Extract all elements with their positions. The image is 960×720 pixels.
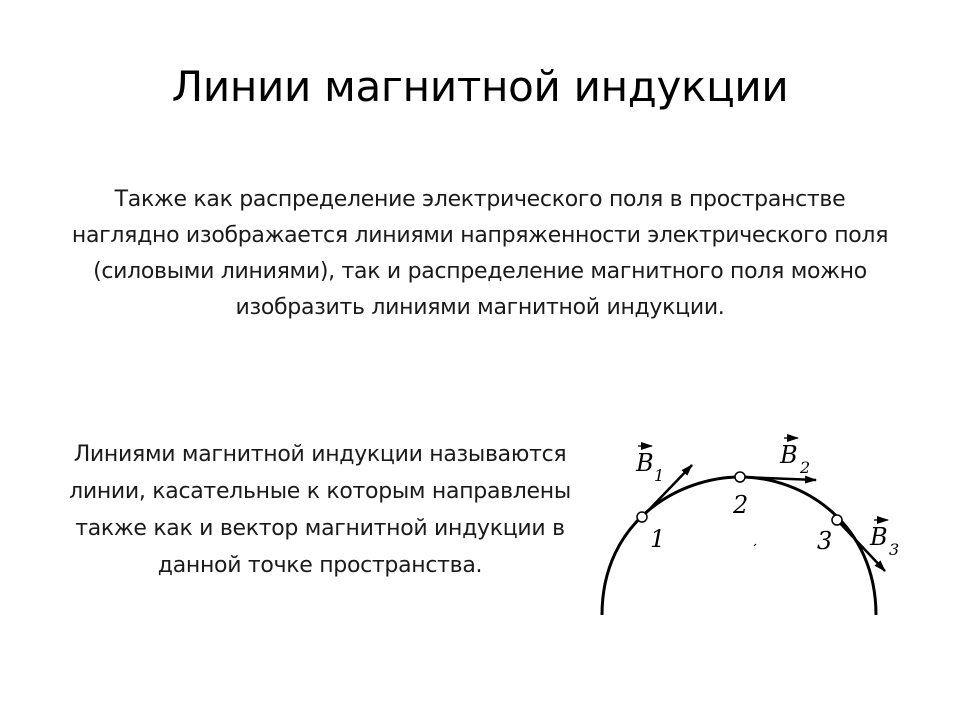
vector-b1-symbol: B bbox=[636, 449, 654, 477]
vector-b1-label bbox=[635, 446, 664, 485]
vector-b3-symbol: B bbox=[870, 523, 888, 551]
vector-b1-subscript: 1 bbox=[654, 466, 665, 485]
center-mark bbox=[754, 544, 756, 546]
vector-b3-subscript: 3 bbox=[889, 540, 900, 559]
vector-b2-subscript: 2 bbox=[800, 458, 811, 477]
vector-b2-symbol: B bbox=[780, 441, 798, 469]
definition-paragraph: Линиями магнитной индукции называются линии, касательные к которым направлены также как и вектор магнитной индукции в данной точке пространства. bbox=[69, 442, 571, 578]
point-3-marker bbox=[832, 515, 842, 525]
vector-b2-arrow bbox=[740, 477, 816, 480]
point-3-label: 3 bbox=[817, 527, 833, 555]
point-2-marker bbox=[735, 472, 745, 482]
intro-paragraph: Также как распределение электрического поля в пространстве наглядно изображается линиями напряженности электрического поля (силовыми линиями), так и распределение магнитного поля можно изобразить линиями магнитной индукции. bbox=[71, 187, 889, 320]
point-1-label: 1 bbox=[650, 525, 666, 553]
point-2-label: 2 bbox=[733, 491, 749, 519]
point-1-marker bbox=[637, 512, 647, 522]
vector-b3-label bbox=[869, 520, 899, 559]
page-title: Линии магнитной индукции bbox=[171, 62, 789, 111]
vector-b2-label bbox=[779, 438, 810, 477]
magnetic-field-diagram bbox=[580, 425, 920, 625]
